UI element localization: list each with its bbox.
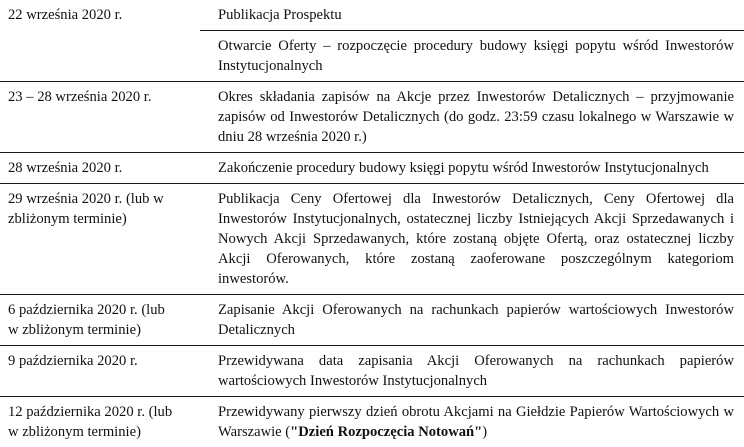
table-row — [0, 0, 744, 81]
events-cell — [200, 295, 744, 345]
events-cell — [200, 82, 744, 152]
table-row — [0, 152, 744, 183]
event-text: Przewidywana data zapisania Akcji Oferowanych na rachunkach papierów wartościowych Inwestorów Instytucjonalnych — [218, 353, 734, 389]
date-cell: 12 października 2020 r. (lub w zbliżonym terminie) — [8, 404, 173, 440]
events-cell — [200, 0, 744, 81]
event-text: Publikacja Ceny Ofertowej dla Inwestorów Detalicznych, Ceny Ofertowej dla Inwestorów Instytucjonalnych, ostatecznej liczby Istniejących Akcji Sprzedawanych i Nowych Akcji Sprzedawanych, które zostaną objęte Ofertą, oraz ostatecznej liczby Akcji Oferowanych, które zostaną zaoferowane poszczególnym kategoriom inwestorów. — [218, 191, 734, 287]
event-text: Zapisanie Akcji Oferowanych na rachunkach papierów wartościowych Inwestorów Detalicznych — [218, 302, 734, 338]
event-text: Otwarcie Oferty – rozpoczęcie procedury budowy księgi popytu wśród Inwestorów Instytucjonalnych — [200, 30, 744, 81]
date-cell: 6 października 2020 r. (lub w zbliżonym terminie) — [8, 302, 165, 338]
events-cell — [200, 184, 744, 294]
date-cell: 23 – 28 września 2020 r. — [8, 89, 152, 105]
events-cell — [200, 153, 744, 183]
event-text-part: ) — [482, 424, 488, 440]
date-cell: 29 września 2020 r. (lub w zbliżonym terminie) — [8, 191, 164, 227]
event-text: Okres składania zapisów na Akcje przez Inwestorów Detalicznych – przyjmowanie zapisów od Inwestorów Detalicznych (do godz. 23:59 czasu lokalnego w Warszawie w dniu 28 września 2020 r.) — [218, 89, 734, 145]
table-row — [0, 81, 744, 152]
date-cell: 22 września 2020 r. — [8, 7, 123, 23]
date-cell: 28 września 2020 r. — [8, 160, 123, 176]
events-cell — [200, 397, 744, 447]
event-text: Publikacja Prospektu — [218, 7, 342, 23]
table-row — [0, 294, 744, 345]
date-cell: 9 października 2020 r. — [8, 353, 138, 369]
event-text — [200, 397, 744, 447]
event-text: Zakończenie procedury budowy księgi popytu wśród Inwestorów Instytucjonalnych — [218, 160, 709, 176]
table-row — [0, 345, 744, 396]
table-row — [0, 396, 744, 447]
event-text-part: Przewidywany pierwszy dzień obrotu Akcjami na Giełdzie Papierów Wartościowych w Warszawie ( — [218, 404, 734, 440]
table-row — [0, 183, 744, 294]
defined-term: "Dzień Rozpoczęcia Notowań" — [290, 424, 483, 440]
events-cell — [200, 346, 744, 396]
